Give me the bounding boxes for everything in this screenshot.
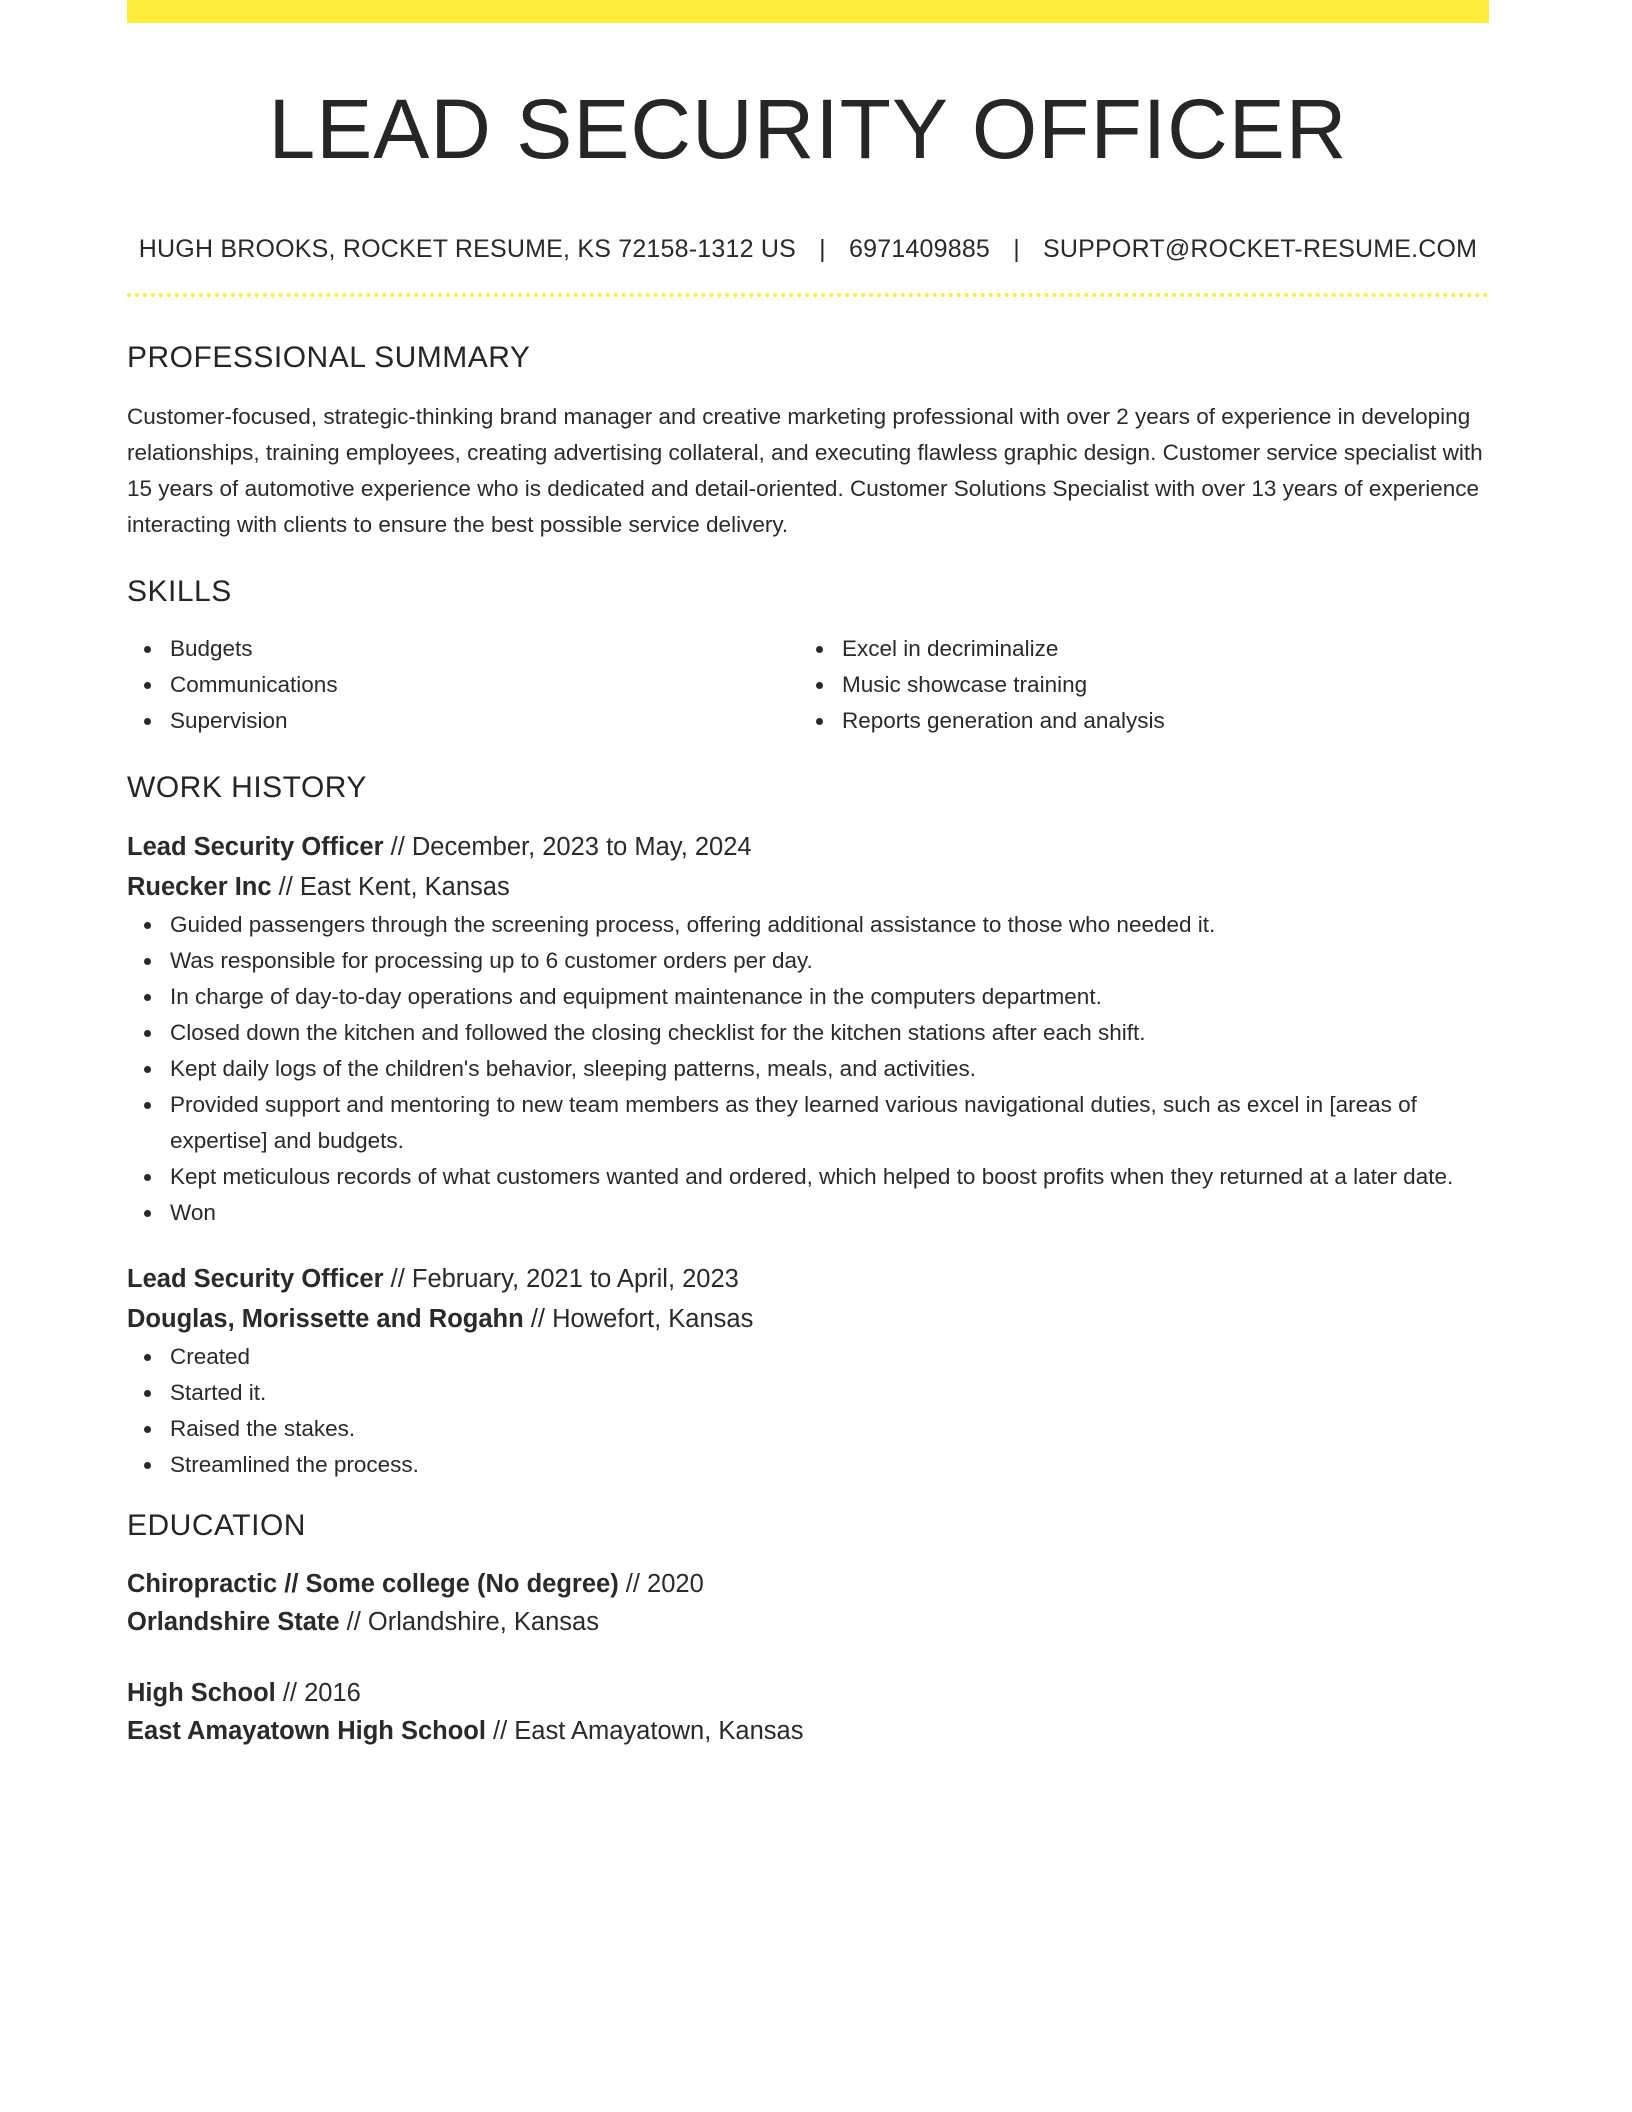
list-item: Won (170, 1195, 1489, 1231)
job-entry (127, 827, 1489, 1231)
education-degree-line (127, 1674, 1489, 1712)
list-item: Kept daily logs of the children's behavior, sleeping patterns, meals, and activities. (170, 1051, 1489, 1087)
education-location: // Orlandshire, Kansas (346, 1608, 599, 1637)
education-entry (127, 1674, 1489, 1750)
job-location: // East Kent, Kansas (278, 873, 510, 902)
work-history-heading: WORK HISTORY (127, 771, 367, 805)
skills-column-left (127, 631, 799, 739)
top-accent-bar (127, 0, 1489, 23)
skill-item: Budgets (170, 631, 799, 667)
education-degree-line (127, 1565, 1489, 1603)
contact-address: HUGH BROOKS, ROCKET RESUME, KS 72158-1312 US (138, 235, 796, 264)
education-school-line (127, 1712, 1489, 1750)
contact-separator: | (819, 235, 826, 264)
education-degree: High School (127, 1679, 276, 1708)
list-item: Kept meticulous records of what customers wanted and ordered, which helped to boost profits when they returned at a later date. (170, 1159, 1489, 1195)
job-company-line (127, 867, 1489, 907)
education-year: // 2020 (625, 1570, 704, 1599)
job-title-line (127, 1259, 1489, 1299)
job-dates: // February, 2021 to April, 2023 (390, 1265, 739, 1294)
job-title-line (127, 827, 1489, 867)
dotted-divider (127, 293, 1489, 297)
summary-heading: PROFESSIONAL SUMMARY (127, 341, 531, 375)
job-bullets (127, 907, 1489, 1231)
list-item: Raised the stakes. (170, 1411, 1489, 1447)
list-item: Provided support and mentoring to new team members as they learned various navigational duties, such as excel in [areas of expertise] and budgets. (170, 1087, 1489, 1159)
list-item: Guided passengers through the screening process, offering additional assistance to those who needed it. (170, 907, 1489, 943)
contact-phone: 6971409885 (848, 235, 991, 264)
list-item: Closed down the kitchen and followed the closing checklist for the kitchen stations after each shift. (170, 1015, 1489, 1051)
job-entry (127, 1259, 1489, 1483)
summary-text: Customer-focused, strategic-thinking brand manager and creative marketing professional with over 2 years of experience in developing relationships, training employees, creating advertising collateral, and executing flawless graphic design. Customer service specialist with 15 years of automotive experience who is dedicated and detail-oriented. Customer Solutions Specialist with over 13 years of experience interacting with clients to ensure the best possible service delivery. (127, 404, 1483, 538)
contact-line (127, 235, 1489, 264)
skill-item: Music showcase training (842, 667, 1471, 703)
education-school: East Amayatown High School (127, 1717, 486, 1746)
education-entry (127, 1565, 1489, 1641)
list-item: Started it. (170, 1375, 1489, 1411)
job-location: // Howefort, Kansas (530, 1305, 754, 1334)
job-dates: // December, 2023 to May, 2024 (390, 833, 752, 862)
list-item: Created (170, 1339, 1489, 1375)
education-degree: Chiropractic // Some college (No degree) (127, 1570, 619, 1599)
education-school-line (127, 1603, 1489, 1641)
list-item: Was responsible for processing up to 6 customer orders per day. (170, 943, 1489, 979)
job-company: Ruecker Inc (127, 873, 272, 902)
skills-heading: SKILLS (127, 575, 232, 609)
list-item: In charge of day-to-day operations and equipment maintenance in the computers department. (170, 979, 1489, 1015)
skill-item: Excel in decriminalize (842, 631, 1471, 667)
job-title: Lead Security Officer (127, 1265, 384, 1294)
list-item: Streamlined the process. (170, 1447, 1489, 1483)
education-school: Orlandshire State (127, 1608, 340, 1637)
job-title: Lead Security Officer (127, 833, 384, 862)
job-company: Douglas, Morissette and Rogahn (127, 1305, 524, 1334)
page-title: LEAD SECURITY OFFICER (268, 82, 1348, 176)
skills-column-right (799, 631, 1471, 739)
skills-list (127, 631, 1489, 739)
job-company-line (127, 1299, 1489, 1339)
skill-item: Communications (170, 667, 799, 703)
contact-separator: | (1013, 235, 1020, 264)
job-bullets (127, 1339, 1489, 1483)
education-location: // East Amayatown, Kansas (493, 1717, 804, 1746)
resume-page (127, 0, 1489, 1750)
skill-item: Reports generation and analysis (842, 703, 1471, 739)
education-year: // 2016 (282, 1679, 361, 1708)
skill-item: Supervision (170, 703, 799, 739)
education-heading: EDUCATION (127, 1509, 306, 1543)
contact-email: SUPPORT@ROCKET-RESUME.COM (1043, 235, 1478, 264)
